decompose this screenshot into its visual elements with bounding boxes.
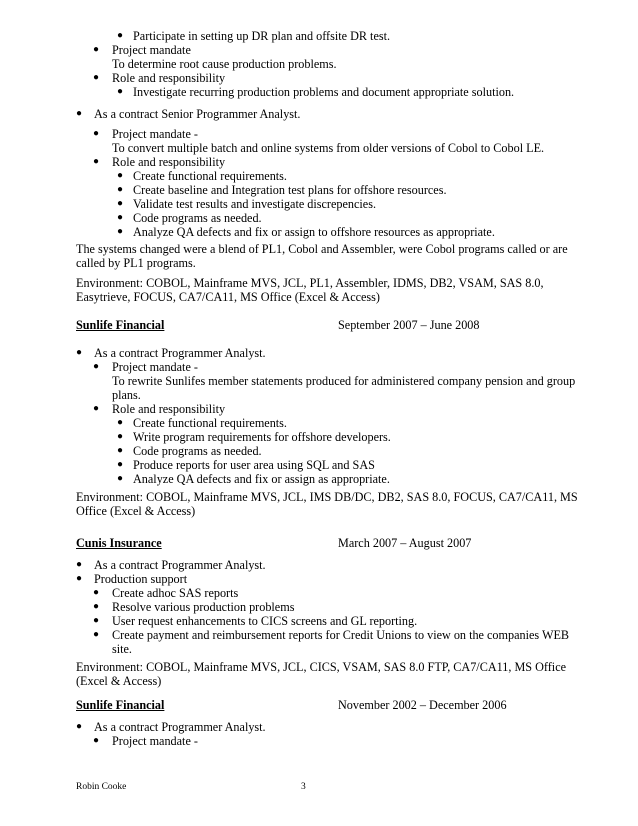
bullet-icon: ● bbox=[93, 601, 100, 612]
footer-author: Robin Cooke bbox=[76, 782, 127, 792]
list-item: Create adhoc SAS reports bbox=[112, 586, 239, 600]
bullet-icon: ● bbox=[117, 198, 124, 209]
list-item: As a contract Programmer Analyst. bbox=[94, 558, 266, 572]
bullet-icon: ● bbox=[93, 735, 100, 746]
list-item: Investigate recurring production problems and document appropriate solution. bbox=[133, 85, 515, 99]
list-item: Validate test results and investigate discrepencies. bbox=[133, 197, 376, 211]
bullet-icon: ● bbox=[76, 721, 83, 732]
bullet-icon: ● bbox=[117, 30, 124, 41]
paragraph: The systems changed were a blend of PL1, Cobol and Assembler, were Cobol programs called or are bbox=[76, 242, 568, 256]
list-item: Write program requirements for offshore developers. bbox=[133, 430, 391, 444]
bullet-icon: ● bbox=[117, 226, 124, 237]
bullet-icon: ● bbox=[93, 361, 100, 372]
bullet-icon: ● bbox=[76, 573, 83, 584]
environment-text: Environment: COBOL, Mainframe MVS, JCL, IMS DB/DC, DB2, SAS 8.0, FOCUS, CA7/CA11, MS bbox=[76, 490, 578, 504]
list-item-text: site. bbox=[112, 642, 132, 656]
environment-text: Environment: COBOL, Mainframe MVS, JCL, PL1, Assembler, IDMS, DB2, VSAM, SAS 8.0, bbox=[76, 276, 544, 290]
list-item: Project mandate - bbox=[112, 360, 198, 374]
list-item: Analyze QA defects and fix or assign as appropriate. bbox=[133, 472, 390, 486]
environment-text: (Excel & Access) bbox=[76, 674, 162, 688]
bullet-icon: ● bbox=[117, 212, 124, 223]
bullet-icon: ● bbox=[117, 459, 124, 470]
bullet-icon: ● bbox=[93, 629, 100, 640]
bullet-icon: ● bbox=[117, 445, 124, 456]
list-item-text: To rewrite Sunlifes member statements produced for administered company pension and group bbox=[112, 374, 576, 388]
bullet-icon: ● bbox=[76, 559, 83, 570]
bullet-icon: ● bbox=[117, 184, 124, 195]
list-item: Create functional requirements. bbox=[133, 416, 287, 430]
paragraph: called by PL1 programs. bbox=[76, 256, 196, 270]
bullet-icon: ● bbox=[117, 417, 124, 428]
list-item: Create baseline and Integration test plans for offshore resources. bbox=[133, 183, 447, 197]
company-heading: Sunlife Financial bbox=[76, 698, 165, 712]
bullet-icon: ● bbox=[117, 473, 124, 484]
bullet-icon: ● bbox=[117, 170, 124, 181]
list-item: Code programs as needed. bbox=[133, 444, 262, 458]
list-item: Analyze QA defects and fix or assign to offshore resources as appropriate. bbox=[133, 225, 495, 239]
list-item: Participate in setting up DR plan and offsite DR test. bbox=[133, 29, 391, 43]
company-heading: Cunis Insurance bbox=[76, 536, 162, 550]
bullet-icon: ● bbox=[93, 128, 100, 139]
list-item: Project mandate bbox=[112, 43, 191, 57]
environment-text: Office (Excel & Access) bbox=[76, 504, 196, 518]
list-item: As a contract Programmer Analyst. bbox=[94, 720, 266, 734]
list-item: Project mandate - bbox=[112, 734, 198, 748]
bullet-icon: ● bbox=[117, 86, 124, 97]
list-item-text: plans. bbox=[112, 388, 141, 402]
date-range: November 2002 – December 2006 bbox=[338, 698, 507, 712]
company-heading: Sunlife Financial bbox=[76, 318, 165, 332]
list-item: Create payment and reimbursement reports for Credit Unions to view on the companies WEB bbox=[112, 628, 570, 642]
list-item: Role and responsibility bbox=[112, 402, 226, 416]
date-range: March 2007 – August 2007 bbox=[338, 536, 472, 550]
list-item: Create functional requirements. bbox=[133, 169, 287, 183]
bullet-icon: ● bbox=[93, 615, 100, 626]
environment-text: Easytrieve, FOCUS, CA7/CA11, MS Office (Excel & Access) bbox=[76, 290, 380, 304]
list-item: User request enhancements to CICS screens and GL reporting. bbox=[112, 614, 418, 628]
list-item: Produce reports for user area using SQL and SAS bbox=[133, 458, 375, 472]
bullet-icon: ● bbox=[93, 44, 100, 55]
bullet-icon: ● bbox=[93, 587, 100, 598]
list-item: Code programs as needed. bbox=[133, 211, 262, 225]
list-item: Project mandate - bbox=[112, 127, 198, 141]
environment-text: Environment: COBOL, Mainframe MVS, JCL, CICS, VSAM, SAS 8.0 FTP, CA7/CA11, MS Office bbox=[76, 660, 567, 674]
list-item: As a contract Programmer Analyst. bbox=[94, 346, 266, 360]
list-item-text: To determine root cause production problems. bbox=[112, 57, 337, 71]
list-item: Role and responsibility bbox=[112, 155, 226, 169]
bullet-icon: ● bbox=[117, 431, 124, 442]
bullet-icon: ● bbox=[93, 403, 100, 414]
list-item: Resolve various production problems bbox=[112, 600, 295, 614]
list-item: Production support bbox=[94, 572, 188, 586]
list-item-text: To convert multiple batch and online systems from older versions of Cobol to Cobol LE. bbox=[112, 141, 545, 155]
bullet-icon: ● bbox=[76, 108, 83, 119]
bullet-icon: ● bbox=[76, 347, 83, 358]
list-item: As a contract Senior Programmer Analyst. bbox=[94, 107, 301, 121]
page-number: 3 bbox=[301, 782, 306, 792]
bullet-icon: ● bbox=[93, 72, 100, 83]
list-item: Role and responsibility bbox=[112, 71, 226, 85]
date-range: September 2007 – June 2008 bbox=[338, 318, 480, 332]
bullet-icon: ● bbox=[93, 156, 100, 167]
